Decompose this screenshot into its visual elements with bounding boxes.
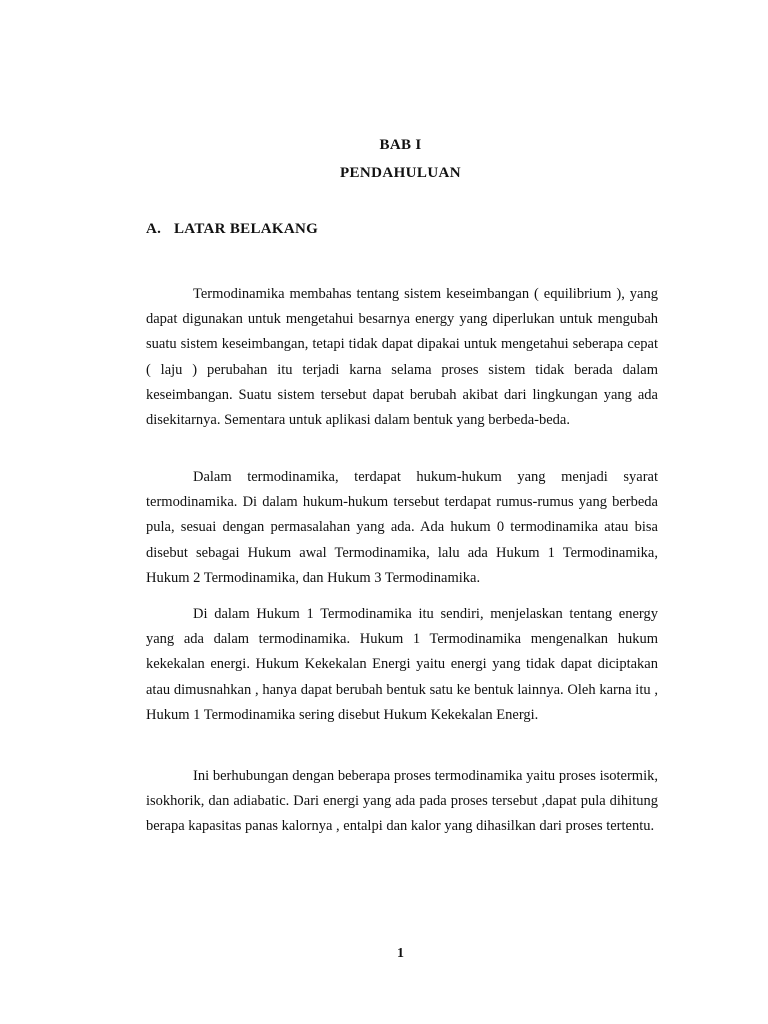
body-paragraph: Ini berhubungan dengan beberapa proses termodinamika yaitu proses isotermik, isokhorik, dan adiabatic. Dari energi yang ada pada proses tersebut ,dapat pula dihitung berapa kapasitas panas kalornya , entalpi dan kalor yang dihasilkan dari proses tertentu. [146,768,658,835]
section-title: LATAR BELAKANG [174,221,319,237]
body-paragraph: Termodinamika membahas tentang sistem keseimbangan ( equilibrium ), yang dapat digunakan untuk mengetahui besarnya energy yang diperlukan untuk mengubah suatu sistem keseimbangan, tetapi tidak dapat dipakai untuk mengetahui seberapa cepat ( laju ) perubahan itu terjadi karna selama proses sistem tidak berada dalam keseimbangan. Suatu sistem tersebut dapat berubah akibat dari lingkungan yang ada disekitarnya. Sementara untuk aplikasi dalam bentuk yang berbeda-beda. [146,286,658,429]
section-heading [146,221,318,238]
body-paragraph: Di dalam Hukum 1 Termodinamika itu sendiri, menjelaskan tentang energy yang ada dalam termodinamika. Hukum 1 Termodinamika mengenalkan hukum kekekalan energi. Hukum Kekekalan Energi yaitu energi yang tidak dapat diciptakan atau dimusnahkan , hanya dapat berubah bentuk satu ke bentuk lainnya. Oleh karna itu , Hukum 1 Termodinamika sering disebut Hukum Kekekalan Energi. [146,606,658,723]
section-letter: A. [146,221,162,237]
body-paragraph: Dalam termodinamika, terdapat hukum-hukum yang menjadi syarat termodinamika. Di dalam hukum-hukum tersebut terdapat rumus-rumus yang berbeda pula, sesuai dengan permasalahan yang ada. Ada hukum 0 termodinamika atau bisa disebut sebagai Hukum awal Termodinamika, lalu ada Hukum 1 Termodinamika, Hukum 2 Termodinamika, dan Hukum 3 Termodinamika. [146,469,658,586]
chapter-title: BAB I [379,137,422,153]
chapter-subtitle: PENDAHULUAN [339,165,462,181]
page-number: 1 [397,946,404,961]
